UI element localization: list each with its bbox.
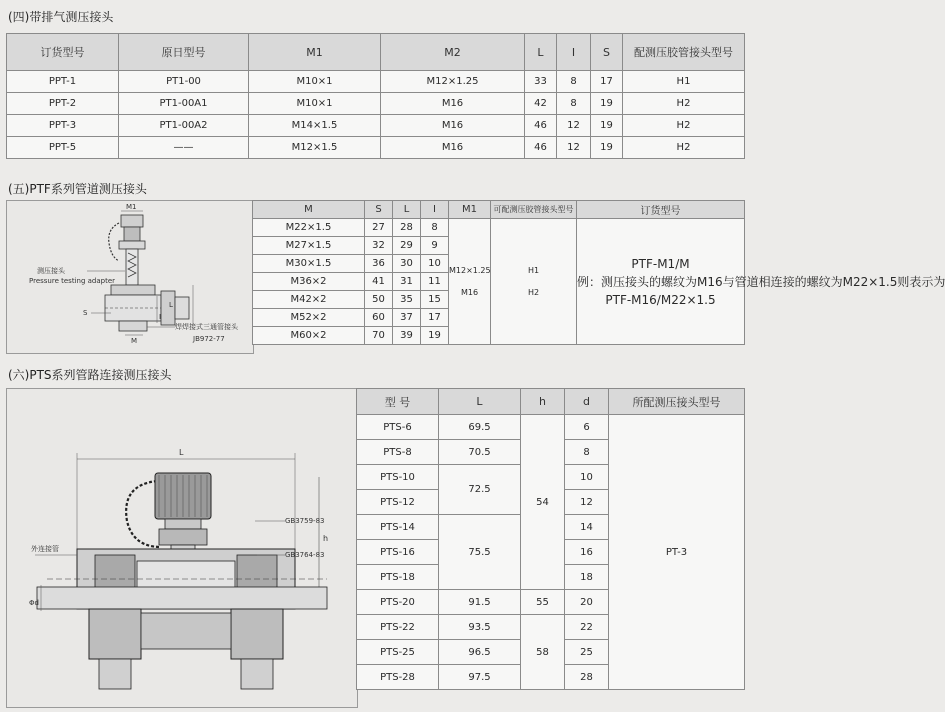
ppt-table [6, 33, 745, 159]
model-cell: PTS-14 [357, 515, 439, 540]
table-cell: 30 [393, 255, 421, 273]
table-cell: M14×1.5 [249, 115, 381, 137]
h-cell: 55 [521, 590, 565, 615]
model-cell: PTS-20 [357, 590, 439, 615]
table-cell: 35 [393, 291, 421, 309]
table-cell: 10 [421, 255, 449, 273]
order-note-line2: 例：测压接头的螺纹为M16与管道相连接的螺纹为M22×1.5则表示为 [577, 274, 945, 289]
m1-value: M16 [460, 287, 479, 297]
table-cell: 50 [365, 291, 393, 309]
table-cell: M30×1.5 [253, 255, 365, 273]
table-cell: 19 [591, 115, 623, 137]
table-cell: M52×2 [253, 309, 365, 327]
table-cell: H1 [623, 71, 745, 93]
table-cell: 19 [591, 137, 623, 159]
gb3764-label: GB3764-83 [285, 551, 325, 559]
table-row [7, 93, 745, 115]
ptf-header: L [393, 201, 421, 219]
table-cell: 39 [393, 327, 421, 345]
l-cell: 70.5 [439, 440, 521, 465]
d-cell: 16 [565, 540, 609, 565]
model-cell: PTS-16 [357, 540, 439, 565]
ppt-header: L [525, 34, 557, 71]
table-cell: 8 [421, 219, 449, 237]
ppt-header-row [7, 34, 745, 71]
d-cell: 22 [565, 615, 609, 640]
d-cell: 12 [565, 490, 609, 515]
l-dim-label: L [169, 301, 173, 309]
model-cell: PTS-28 [357, 665, 439, 690]
table-cell: 28 [393, 219, 421, 237]
ppt-header: S [591, 34, 623, 71]
section2-title: (五)PTF系列管道测压接头 [8, 182, 147, 196]
order-note-line3: PTF-M16/M22×1.5 [605, 292, 716, 307]
ptf-header: M [253, 201, 365, 219]
tester-label-cn: 测压接头 [37, 267, 65, 275]
table-cell: M12×1.5 [249, 137, 381, 159]
l-cell: 96.5 [439, 640, 521, 665]
table-cell: 8 [557, 71, 591, 93]
jb-standard-label: JB972-77 [193, 335, 225, 343]
l-cell: 75.5 [439, 515, 521, 590]
table-cell: M22×1.5 [253, 219, 365, 237]
table-cell: M60×2 [253, 327, 365, 345]
table-cell: 27 [365, 219, 393, 237]
m-dim-label: M [131, 337, 138, 345]
table-cell: 31 [393, 273, 421, 291]
table-cell: PT1-00 [119, 71, 249, 93]
l-cell: 91.5 [439, 590, 521, 615]
model-cell: PTS-25 [357, 640, 439, 665]
ptf-header: I [421, 201, 449, 219]
ptf-drawing [6, 200, 254, 354]
pts-l-label: L [179, 448, 184, 457]
table-cell: 46 [525, 137, 557, 159]
table-cell: M36×2 [253, 273, 365, 291]
ptf-header: M1 [449, 201, 491, 219]
table-cell: M12×1.25 [381, 71, 525, 93]
table-row [7, 71, 745, 93]
h-cell: 58 [521, 615, 565, 690]
table-cell: 42 [525, 93, 557, 115]
table-cell: M42×2 [253, 291, 365, 309]
order-note-line1: PTF-M1/M [631, 256, 690, 271]
pts-d-label: Φd [29, 599, 39, 607]
table-cell: —— [119, 137, 249, 159]
d-cell: 6 [565, 415, 609, 440]
m1-dim-label: M1 [126, 203, 137, 211]
table-cell: M10×1 [249, 93, 381, 115]
l-cell: 97.5 [439, 665, 521, 690]
gb3759-label: GB3759-83 [285, 517, 325, 525]
table-cell: 70 [365, 327, 393, 345]
ppt-header: 配测压胶管接头型号 [623, 34, 745, 71]
table-row [7, 137, 745, 159]
h-cell: 54 [521, 415, 565, 590]
table-cell: 32 [365, 237, 393, 255]
pts-header: 型 号 [357, 389, 439, 415]
table-cell: M16 [381, 137, 525, 159]
hose-value: H1 [527, 265, 540, 275]
d-cell: 28 [565, 665, 609, 690]
table-cell: 12 [557, 115, 591, 137]
table-cell: PPT-2 [7, 93, 119, 115]
table-cell: M16 [381, 93, 525, 115]
table-cell: PPT-1 [7, 71, 119, 93]
pts-header: L [439, 389, 521, 415]
d-cell: 10 [565, 465, 609, 490]
table-cell: 41 [365, 273, 393, 291]
fitting-cell: PT-3 [609, 415, 745, 690]
table-cell: 46 [525, 115, 557, 137]
pts-drawing [6, 388, 358, 708]
hose-value: H2 [527, 287, 540, 297]
table-cell: 19 [421, 327, 449, 345]
m1-cell [449, 219, 491, 345]
hose-cell [491, 219, 577, 345]
pts-header-row [357, 389, 745, 415]
d-cell: 8 [565, 440, 609, 465]
d-cell: 14 [565, 515, 609, 540]
model-cell: PTS-10 [357, 465, 439, 490]
pts-table [356, 388, 745, 690]
table-cell: H2 [623, 137, 745, 159]
tee-label: 焊焊接式三通管接头 [175, 323, 238, 331]
l-cell: 72.5 [439, 465, 521, 515]
table-cell: H2 [623, 93, 745, 115]
ppt-header: 原日型号 [119, 34, 249, 71]
model-cell: PTS-8 [357, 440, 439, 465]
pts-header: d [565, 389, 609, 415]
pts-header: h [521, 389, 565, 415]
ppt-header: 订货型号 [7, 34, 119, 71]
table-cell: 9 [421, 237, 449, 255]
s-dim-label: S [83, 309, 88, 317]
pts-header: 所配测压接头型号 [609, 389, 745, 415]
model-cell: PTS-12 [357, 490, 439, 515]
table-cell: 17 [591, 71, 623, 93]
model-cell: PTS-6 [357, 415, 439, 440]
table-row [357, 415, 745, 440]
table-cell: PT1-00A1 [119, 93, 249, 115]
table-cell: 37 [393, 309, 421, 327]
ptf-table [252, 200, 945, 345]
model-cell: PTS-22 [357, 615, 439, 640]
table-cell: 29 [393, 237, 421, 255]
pts-h-label: h [323, 534, 329, 543]
outer-pipe-label: 外连接管 [31, 545, 59, 553]
table-cell: 12 [557, 137, 591, 159]
table-cell: PPT-5 [7, 137, 119, 159]
order-note-cell [577, 219, 945, 345]
d-cell: 18 [565, 565, 609, 590]
table-cell: 19 [591, 93, 623, 115]
l-cell: 93.5 [439, 615, 521, 640]
table-cell: 60 [365, 309, 393, 327]
ppt-header: M2 [381, 34, 525, 71]
table-cell: 17 [421, 309, 449, 327]
table-cell: 8 [557, 93, 591, 115]
table-cell: PT1-00A2 [119, 115, 249, 137]
ptf-header: S [365, 201, 393, 219]
d-cell: 25 [565, 640, 609, 665]
table-row [253, 219, 745, 237]
table-cell: 33 [525, 71, 557, 93]
d-cell: 20 [565, 590, 609, 615]
ptf-header-row [253, 201, 745, 219]
i-dim-label: I [159, 313, 162, 321]
section3-title: (六)PTS系列管路连接测压接头 [8, 368, 172, 382]
l-cell: 69.5 [439, 415, 521, 440]
ppt-header: I [557, 34, 591, 71]
table-row [7, 115, 745, 137]
table-cell: 11 [421, 273, 449, 291]
tester-label-en: Pressure testing adapter [29, 277, 116, 285]
table-cell: M27×1.5 [253, 237, 365, 255]
table-cell: M10×1 [249, 71, 381, 93]
table-cell: M16 [381, 115, 525, 137]
ptf-header: 可配测压胶管接头型号 [491, 201, 577, 219]
table-cell: H2 [623, 115, 745, 137]
ptf-header: 订货型号 [577, 201, 745, 219]
m1-value: M12×1.25 [449, 265, 491, 275]
table-cell: PPT-3 [7, 115, 119, 137]
model-cell: PTS-18 [357, 565, 439, 590]
ppt-header: M1 [249, 34, 381, 71]
table-cell: 36 [365, 255, 393, 273]
table-cell: 15 [421, 291, 449, 309]
section1-title: (四)带排气测压接头 [8, 10, 114, 24]
